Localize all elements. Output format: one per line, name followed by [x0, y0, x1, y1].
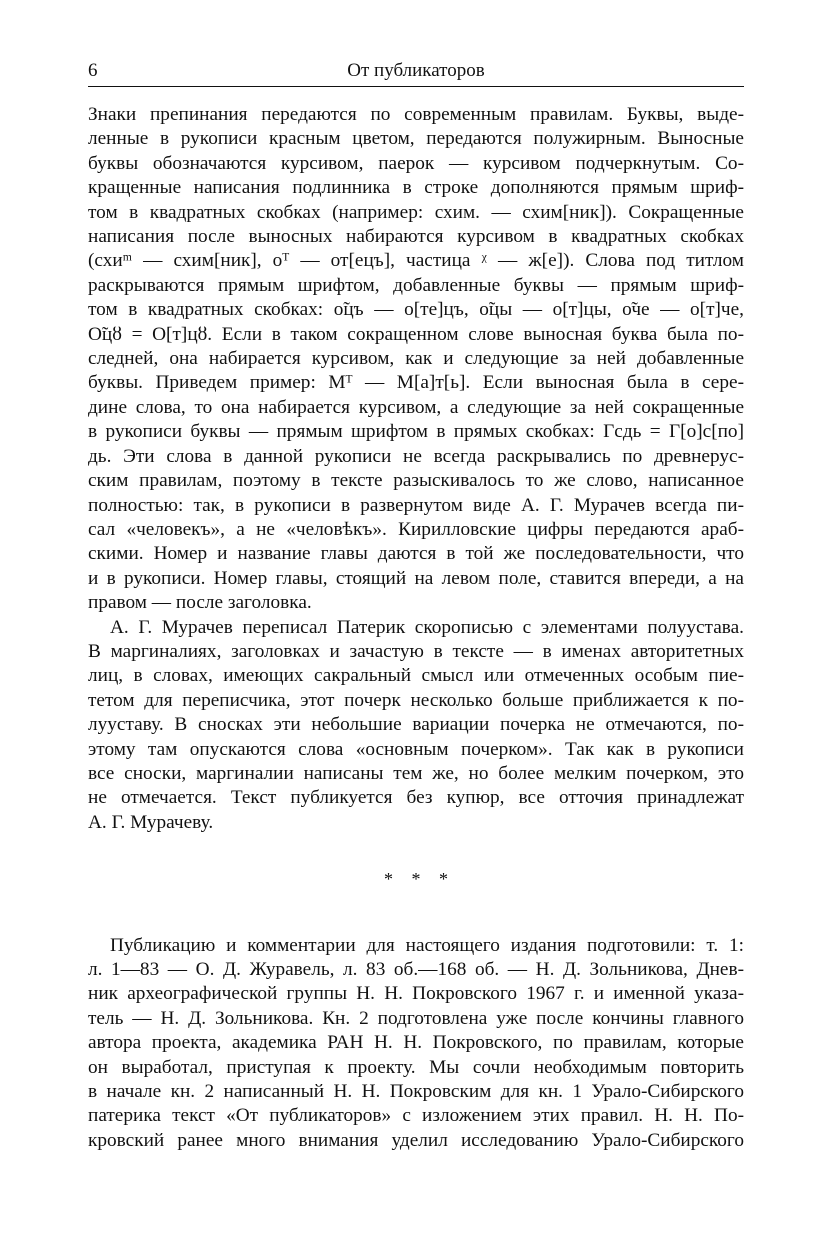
text-line: том в квадратных скобках: о̃цъ — о[те]цъ, о̃цы — о[т]цы, о̃че — о[т]че, — [88, 299, 744, 321]
text-line: буквы обозначаются курсивом, паерок — курсивом подчеркнутым. Со- — [88, 152, 744, 174]
text-line: ленные в рукописи красным цветом, передаются полужирным. Выносные — [88, 128, 744, 150]
text-line: дине слова, то она набирается курсивом, а следующие за ней сокращенные — [88, 396, 744, 418]
text-line: правом — после заголовка. — [88, 592, 312, 614]
text-line: тель — Н. Д. Зольникова. Кн. 2 подготовлена уже после кончины главного — [88, 1007, 744, 1029]
text-line: (схиᵐ — схим[ник], оᵀ — от[ецъ], частица ᵡ — ж[е]). Слова под титлом — [88, 250, 744, 272]
text-line: А. Г. Мурачеву. — [88, 811, 214, 833]
text-line: автора проекта, академика РАН Н. Н. Покровского, по правилам, которые — [88, 1032, 744, 1054]
text-line: скими. Номер и название главы даются в той же последовательности, что — [88, 543, 744, 565]
text-line: буквы. Приведем пример: Мᵀ — М[а]т[ь]. Если выносная была в сере- — [88, 372, 744, 394]
spacer — [88, 835, 744, 867]
text-line: ским правилам, поэтому в тексте разыскивалось то же слово, написанное — [88, 470, 744, 492]
text-line: кращенные написания подлинника в строке дополняются прямым шриф- — [88, 177, 744, 199]
text-line: следней, она набирается курсивом, как и следующие за ней добавленные — [88, 348, 744, 370]
text-line: ник археографической группы Н. Н. Покровского 1967 г. и именной указа- — [88, 983, 744, 1005]
text-line: лууставу. В сносках эти небольшие вариации почерка не отмечаются, по- — [88, 714, 744, 736]
text-line: в начале кн. 2 написанный Н. Н. Покровским для кн. 1 Урало-Сибирского — [88, 1081, 744, 1103]
page-number: 6 — [88, 60, 98, 81]
section-separator: * * * — [384, 869, 448, 890]
text-line: этому там опускаются слова «основным почерком». Так как в рукописи — [88, 738, 744, 760]
text-line: Знаки препинания передаются по современным правилам. Буквы, выде- — [88, 104, 744, 125]
paragraph — [88, 616, 744, 836]
text-line: раскрываются прямым шрифтом, добавленные буквы — прямым шриф- — [88, 274, 744, 296]
text-line: лиц, в словах, имеющих сакральный смысл или отмеченных особым пие- — [88, 665, 744, 687]
text-line: л. 1—83 — О. Д. Журавель, л. 83 об.—168 об. — Н. Д. Зольникова, Днев- — [88, 958, 744, 980]
text-line: не отмечается. Текст публикуется без купюр, все отточия принадлежат — [88, 787, 744, 809]
body-text — [88, 103, 744, 1153]
text-line: А. Г. Мурачев переписал Патерик скорописью с элементами полуустава. — [110, 616, 744, 638]
text-line: написания после выносных набираются курсивом в квадратных скобках — [88, 226, 744, 248]
spacer — [88, 892, 744, 934]
text-line: Публикацию и комментарии для настоящего издания подготовили: т. 1: — [110, 934, 744, 956]
text-line: том в квадратных скобках (например: схим. — схим[ник]). Сокращенные — [88, 201, 744, 223]
page-header — [88, 58, 744, 87]
text-line: кровский ранее много внимания уделил исследованию Урало-Сибирского — [88, 1129, 744, 1151]
text-line: дь. Эти слова в данной рукописи не всегда раскрывались по древнерус- — [88, 445, 744, 467]
text-line: в рукописи буквы — прямым шрифтом в прямых скобках: Гсдь = Г[о]с[по] — [88, 421, 744, 443]
text-line: полностью: так, в рукописи в развернутом виде А. Г. Мурачев всегда пи- — [88, 494, 744, 516]
text-line: В маргиналиях, заголовках и зачастую в тексте — в именах авторитетных — [88, 640, 744, 662]
paragraph — [88, 934, 744, 1154]
text-line: тетом для переписчика, этот почерк несколько больше приближается к по- — [88, 689, 744, 711]
running-title: От публикаторов — [347, 60, 485, 81]
text-line: все сноски, маргиналии написаны тем же, но более мелким почерком, это — [88, 762, 744, 784]
text-line: и в рукописи. Номер главы, стоящий на левом поле, ставится впереди, а на — [88, 567, 744, 589]
text-line: он выработал, приступая к проекту. Мы сочли необходимым повторить — [88, 1056, 744, 1078]
paragraph — [88, 103, 744, 616]
text-line: сал «человекъ», а не «человѣкъ». Кирилловские цифры передаются араб- — [88, 518, 744, 540]
text-line: патерика текст «От публикаторов» с изложением этих правил. Н. Н. По- — [88, 1105, 744, 1127]
text-line: О̃цȣ = О[т]цȣ. Если в таком сокращенном слове выносная буква была по- — [88, 323, 744, 345]
